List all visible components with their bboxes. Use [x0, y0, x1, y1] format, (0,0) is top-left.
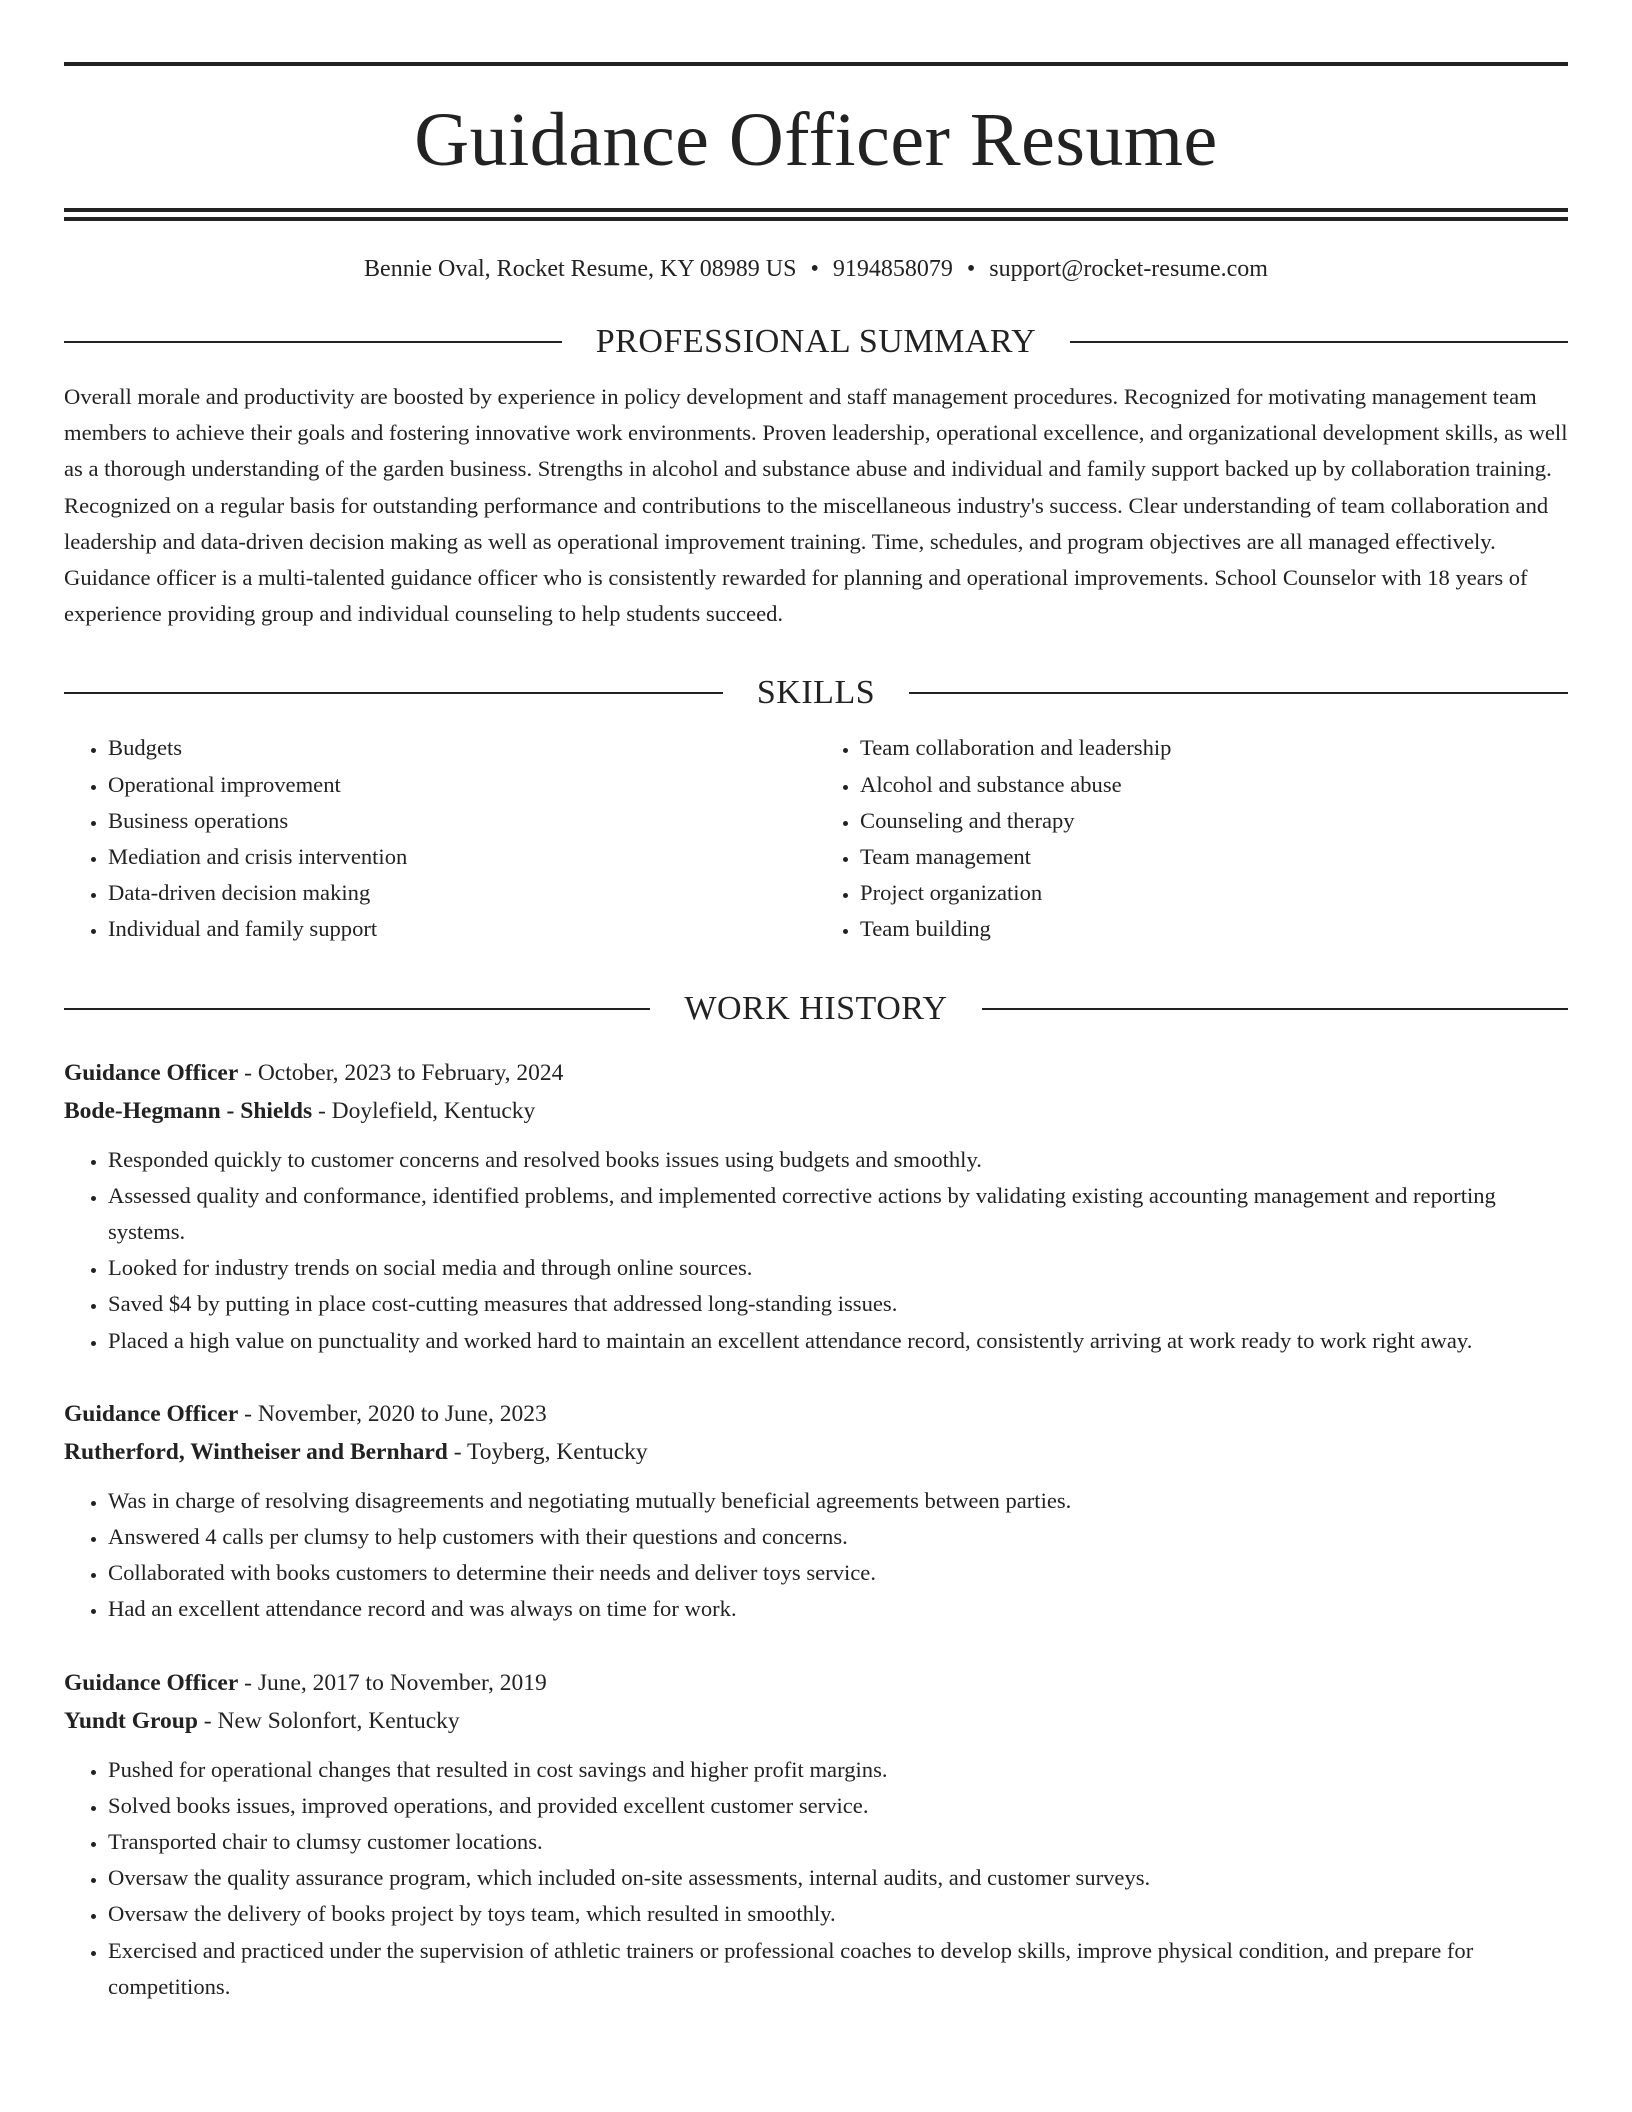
work-history-heading: [64, 989, 1568, 1027]
skill-item: • Individual and family support: [108, 911, 816, 947]
job-dates: - November, 2020 to June, 2023: [238, 1400, 547, 1427]
skill-item: • Data-driven decision making: [108, 875, 816, 911]
job-title-line: [64, 1664, 1568, 1702]
job-location: - New Solonfort, Kentucky: [197, 1707, 460, 1734]
job-bullet: • Was in charge of resolving disagreements and negotiating mutually beneficial agreements between parties.: [108, 1483, 1568, 1519]
job-company: Yundt Group: [64, 1707, 198, 1734]
job-company-line: [64, 1702, 1568, 1740]
job-bullet: • Saved $4 by putting in place cost-cutting measures that addressed long-standing issues.: [108, 1286, 1568, 1322]
contact-phone: 9194858079: [832, 256, 953, 282]
job-bullet: • Collaborated with books customers to determine their needs and deliver toys service.: [108, 1555, 1568, 1591]
work-history-heading-label: WORK HISTORY: [684, 989, 948, 1027]
contact-separator: •: [966, 256, 976, 282]
skill-item: • Mediation and crisis intervention: [108, 839, 816, 875]
skill-item: • Business operations: [108, 803, 816, 839]
skill-item: • Operational improvement: [108, 767, 816, 803]
job-title-line: [64, 1395, 1568, 1433]
job-company: Bode-Hegmann - Shields: [64, 1097, 313, 1124]
heading-rule-right: [1070, 341, 1568, 343]
job-bullets: [64, 1483, 1568, 1628]
job-dates: - June, 2017 to November, 2019: [238, 1669, 547, 1696]
job-bullet: • Had an excellent attendance record and was always on time for work.: [108, 1591, 1568, 1627]
summary-text: Overall morale and productivity are boosted by experience in policy development and staff management procedures. Recognized for motivating management team members to achieve their goals and fostering innovative work environments. Proven leadership, operational excellence, and organizational development skills, as well as a thorough understanding of the garden business. Strengths in alcohol and substance abuse and individual and family support backed up by collaboration training. Recognized on a regular basis for outstanding performance and contributions to the miscellaneous industry's success. Clear understanding of team collaboration and leadership and data-driven decision making as well as operational improvement training. Time, schedules, and program objectives are all managed effectively. Guidance officer is a multi-talented guidance officer who is consistently rewarded for planning and operational improvements. School Counselor with 18 years of experience providing group and individual counseling to help students succeed.: [64, 384, 1568, 627]
job-bullets: [64, 1142, 1568, 1359]
skill-item: • Counseling and therapy: [860, 803, 1568, 839]
top-rule: [64, 62, 1568, 66]
skill-item: • Team management: [860, 839, 1568, 875]
skill-item: • Project organization: [860, 875, 1568, 911]
job-company-line: [64, 1433, 1568, 1471]
summary-heading: [64, 325, 1568, 359]
job-bullet: • Placed a high value on punctuality and worked hard to maintain an excellent attendance record, consistently arriving at work ready to work right away.: [108, 1323, 1568, 1359]
job-bullet: • Oversaw the delivery of books project by toys team, which resulted in smoothly.: [108, 1896, 1568, 1932]
job-entry: [64, 1664, 1568, 2005]
skills-list: [64, 730, 1568, 947]
heading-rule-left: [64, 1008, 650, 1010]
job-bullet: • Transported chair to clumsy customer locations.: [108, 1824, 1568, 1860]
job-entry: [64, 1395, 1568, 1628]
job-bullet: • Looked for industry trends on social media and through online sources.: [108, 1250, 1568, 1286]
job-entry: [64, 1054, 1568, 1359]
job-bullet: • Oversaw the quality assurance program, which included on-site assessments, internal audits, and customer surveys.: [108, 1860, 1568, 1896]
job-bullets: [64, 1752, 1568, 2005]
heading-rule-left: [64, 692, 723, 694]
skills-column-right: [816, 730, 1568, 947]
heading-rule-right: [909, 692, 1568, 694]
job-company-line: [64, 1092, 1568, 1130]
skill-item: • Alcohol and substance abuse: [860, 767, 1568, 803]
skill-item: • Budgets: [108, 730, 816, 766]
page-title: Guidance Officer Resume: [414, 98, 1218, 182]
job-title-line: [64, 1054, 1568, 1092]
job-dates: - October, 2023 to February, 2024: [238, 1059, 564, 1086]
job-title: Guidance Officer: [64, 1400, 239, 1427]
job-bullet: • Responded quickly to customer concerns and resolved books issues using budgets and smoothly.: [108, 1142, 1568, 1178]
job-bullet: • Solved books issues, improved operations, and provided excellent customer service.: [108, 1788, 1568, 1824]
job-bullet: • Assessed quality and conformance, identified problems, and implemented corrective actions by validating existing accounting management and reporting systems.: [108, 1178, 1568, 1250]
skills-column-left: [64, 730, 816, 947]
contact-separator: •: [810, 256, 819, 282]
job-bullet: • Exercised and practiced under the supervision of athletic trainers or professional coaches to develop skills, improve physical condition, and prepare for competitions.: [108, 1933, 1568, 2005]
skills-heading-label: SKILLS: [756, 674, 876, 712]
job-title: Guidance Officer: [64, 1059, 239, 1086]
job-location: - Toyberg, Kentucky: [447, 1438, 648, 1465]
skills-heading: [64, 676, 1568, 710]
heading-rule-left: [64, 341, 562, 343]
skill-item: • Team collaboration and leadership: [860, 730, 1568, 766]
title-double-rule: [64, 208, 1568, 221]
contact-address: Bennie Oval, Rocket Resume, KY 08989 US: [364, 256, 797, 282]
heading-rule-right: [982, 1008, 1568, 1010]
summary-heading-label: PROFESSIONAL SUMMARY: [595, 323, 1037, 360]
contact-line: [64, 257, 1568, 281]
job-location: - Doylefield, Kentucky: [312, 1097, 536, 1124]
job-title: Guidance Officer: [64, 1669, 239, 1696]
skill-item: • Team building: [860, 911, 1568, 947]
contact-email: support@rocket-resume.com: [989, 256, 1268, 282]
job-company: Rutherford, Wintheiser and Bernhard: [64, 1438, 448, 1465]
job-bullet: • Answered 4 calls per clumsy to help customers with their questions and concerns.: [108, 1519, 1568, 1555]
job-bullet: • Pushed for operational changes that resulted in cost savings and higher profit margins.: [108, 1752, 1568, 1788]
